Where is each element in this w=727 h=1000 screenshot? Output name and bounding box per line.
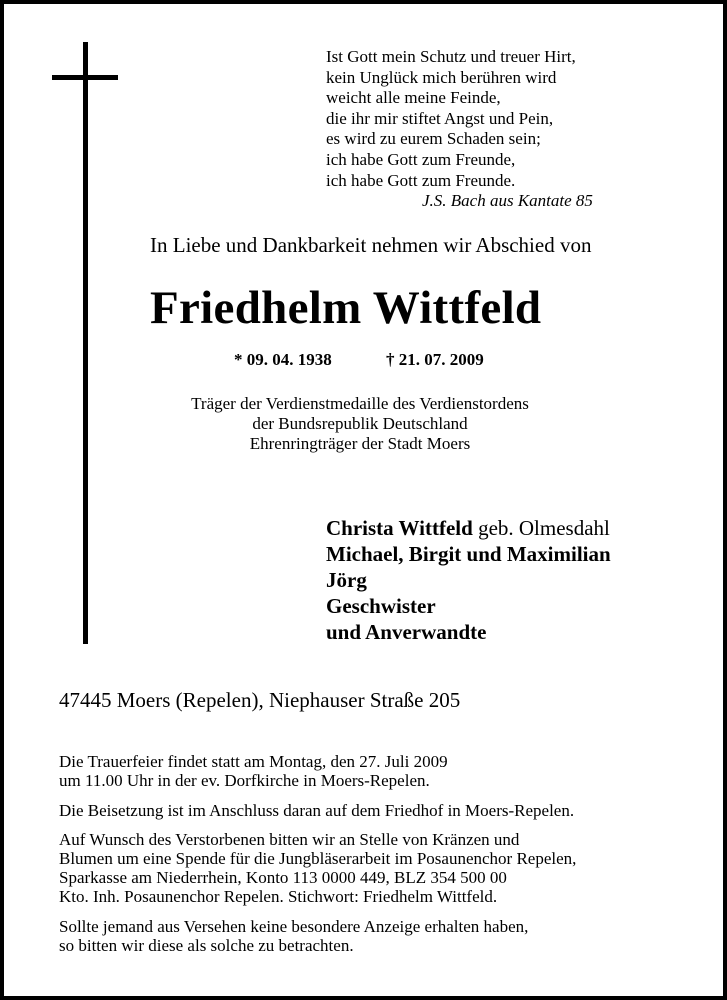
notice-line: um 11.00 Uhr in der ev. Dorfkirche in Moers-Repelen. xyxy=(59,771,430,790)
poem-line: weicht alle meine Feinde, xyxy=(326,88,501,108)
family-address: 47445 Moers (Repelen), Niephauser Straße 205 xyxy=(59,688,461,712)
farewell-intro: In Liebe und Dankbarkeit nehmen wir Abschied von xyxy=(150,233,592,257)
poem-source: J.S. Bach aus Kantate 85 xyxy=(422,191,593,211)
honor-line: Ehrenringträger der Stadt Moers xyxy=(249,434,471,453)
death-date: † 21. 07. 2009 xyxy=(386,350,484,369)
mourner-line: Michael, Birgit und Maximilian xyxy=(326,542,611,566)
poem-line: ich habe Gott zum Freunde. xyxy=(326,170,516,190)
poem-line: kein Unglück mich berühren wird xyxy=(326,67,557,87)
poem-line: ich habe Gott zum Freunde, xyxy=(326,149,516,169)
widow-name: Christa Wittfeld xyxy=(326,516,473,540)
cross-icon xyxy=(83,42,88,644)
closing-notice xyxy=(59,917,528,955)
notice-line: Auf Wunsch des Verstorbenen bitten wir an Stelle von Kränzen und xyxy=(59,830,520,849)
poem-line: es wird zu eurem Schaden sein; xyxy=(326,129,541,149)
cross-icon-bar xyxy=(52,75,118,80)
deceased-name: Friedhelm Wittfeld xyxy=(150,282,542,334)
notice-line: Sparkasse am Niederrhein, Konto 113 0000 449, BLZ 354 500 00 xyxy=(59,868,507,887)
honor-line: der Bundsrepublik Deutschland xyxy=(252,414,468,433)
mourner-widow xyxy=(326,515,611,541)
notice-line: Die Beisetzung ist im Anschluss daran auf dem Friedhof in Moers-Repelen. xyxy=(59,801,575,820)
funeral-notice xyxy=(59,752,448,790)
notice-line: Kto. Inh. Posaunenchor Repelen. Stichwort: Friedhelm Wittfeld. xyxy=(59,887,498,906)
notice-line: Sollte jemand aus Versehen keine besondere Anzeige erhalten haben, xyxy=(59,917,529,936)
mourners xyxy=(326,515,611,645)
notice-line: Blumen um eine Spende für die Jungbläserarbeit im Posaunenchor Repelen, xyxy=(59,849,577,868)
mourner-line: Jörg xyxy=(326,568,367,592)
notice-line: Die Trauerfeier findet statt am Montag, den 27. Juli 2009 xyxy=(59,752,448,771)
burial-notice xyxy=(59,801,574,820)
honor-line: Träger der Verdienstmedaille des Verdienstordens xyxy=(191,394,529,413)
poem-line: Ist Gott mein Schutz und treuer Hirt, xyxy=(326,47,576,66)
poem-line: die ihr mir stiftet Angst und Pein, xyxy=(326,108,554,128)
widow-maiden-name: geb. Olmesdahl xyxy=(478,516,610,540)
mourner-line: Geschwister xyxy=(326,594,436,618)
birth-date: * 09. 04. 1938 xyxy=(234,350,332,369)
honors xyxy=(160,394,560,454)
poem xyxy=(326,47,593,212)
donation-notice xyxy=(59,830,576,906)
notice-line: so bitten wir diese als solche zu betrachten. xyxy=(59,936,354,955)
mourner-line: und Anverwandte xyxy=(326,620,487,644)
